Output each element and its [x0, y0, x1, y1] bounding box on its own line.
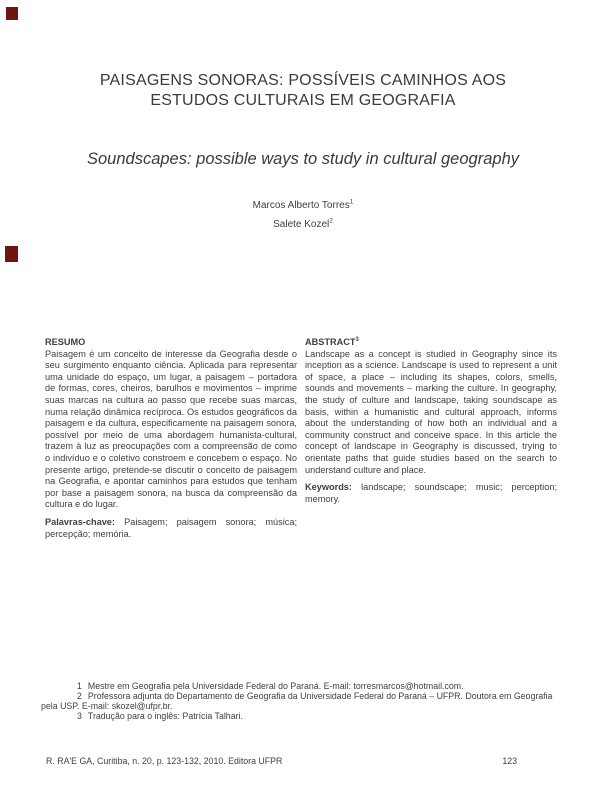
article-title-en: Soundscapes: possible ways to study in cultural geography: [86, 150, 519, 168]
author-footnote-ref: 1: [349, 198, 354, 206]
resumo-column: [45, 337, 297, 540]
footnote: [41, 691, 559, 711]
article-title-pt-line2: ESTUDOS CULTURAIS EM GEOGRAFIA: [150, 92, 456, 109]
abstract-footnote-ref: 3: [355, 336, 359, 343]
resumo-heading: RESUMO: [45, 337, 86, 347]
palavras-chave-label: Palavras-chave:: [45, 516, 115, 527]
article-title-pt: [0, 71, 606, 111]
footnote: [41, 711, 559, 721]
abstract-heading-text: ABSTRACT: [305, 337, 356, 347]
palavras-chave-text: Paisagem; paisagem sonora; música; percepção; memória.: [45, 516, 297, 539]
footnote-number: 1: [77, 681, 82, 691]
scan-artifact-mark-middle: [5, 246, 18, 262]
abstract-body: Landscape as a concept is studied in Geography since its inception as a science. Landscape is used to represent a unit of space, a place – including its shapes, colors, smells, sounds and movements – marking the culture. In geography, the study of culture and landscape, taking soundscape as basis, within a humanistic and cultural approach, informs about the understanding of how both an individual and a community construct and conceive space. In this article the concept of landscape in Geography is discussed, trying to orientate paths that guide studies based on the search to understand culture and place.: [305, 348, 557, 475]
keywords: [305, 482, 557, 505]
journal-citation: R. RA'E GA, Curitiba, n. 20, p. 123-132, 2010. Editora UFPR: [46, 756, 283, 766]
footnote-text: Tradução para o inglês: Patrícia Talhari.: [87, 711, 243, 721]
abstract-column: [305, 337, 557, 540]
page-number: 123: [502, 756, 517, 766]
abstract-columns: [45, 337, 557, 540]
footnote-number: 2: [77, 691, 82, 701]
author-name: Marcos Alberto Torres: [252, 200, 350, 211]
author-footnote-ref: 2: [329, 217, 333, 225]
footnotes-block: [41, 681, 559, 721]
article-title-pt-line1: PAISAGENS SONORAS: POSSÍVEIS CAMINHOS AOS: [99, 72, 507, 89]
footnote-text: Professora adjunta do Departamento de Geografia da Universidade Federal do Paraná – UFPR. Doutora em Geografia pela USP. E-mail: skozel@ufpr.br.: [41, 691, 553, 711]
footnote-text: Mestre em Geografia pela Universidade Federal do Paraná. E-mail: torresmarcos@hotmail.com.: [87, 681, 464, 691]
footnote: [41, 681, 559, 691]
page-footer: [46, 756, 517, 767]
footnote-number: 3: [77, 711, 82, 721]
abstract-heading: [305, 337, 557, 349]
authors-block: [0, 196, 606, 234]
palavras-chave: [45, 517, 297, 540]
author-line: [0, 215, 606, 234]
author-line: [0, 196, 606, 215]
resumo-body: Paisagem é um conceito de interesse da Geografia desde o seu surgimento enquanto ciência. Aplicada para representar uma unidade do espaço, um lugar, a paisagem – portadora de formas, cores, cheiros, barulhos e movimentos – imprime suas marcas na cultura ao passo que recebe suas marcas, numa relação dinâmica recíproca. Os estudos geográficos da paisagem e da cultura, especificamente na paisagem sonora, possível por meio de uma abordagem humanista-cultural, trazem à luz as preocupações com a compreensão de como o indivíduo e o coletivo constroem e concebem o espaço. No presente artigo, pretende-se discutir o conceito de paisagem na Geografia, e apontar caminhos para estudos que tenham por base a paisagem sonora, na busca da compreensão da cultura e do lugar.: [45, 348, 297, 510]
scan-artifact-mark-top: [6, 7, 18, 20]
keywords-label: Keywords:: [305, 482, 352, 493]
author-name: Salete Kozel: [273, 219, 330, 230]
keywords-text: landscape; soundscape; music; perception; memory.: [305, 482, 557, 504]
